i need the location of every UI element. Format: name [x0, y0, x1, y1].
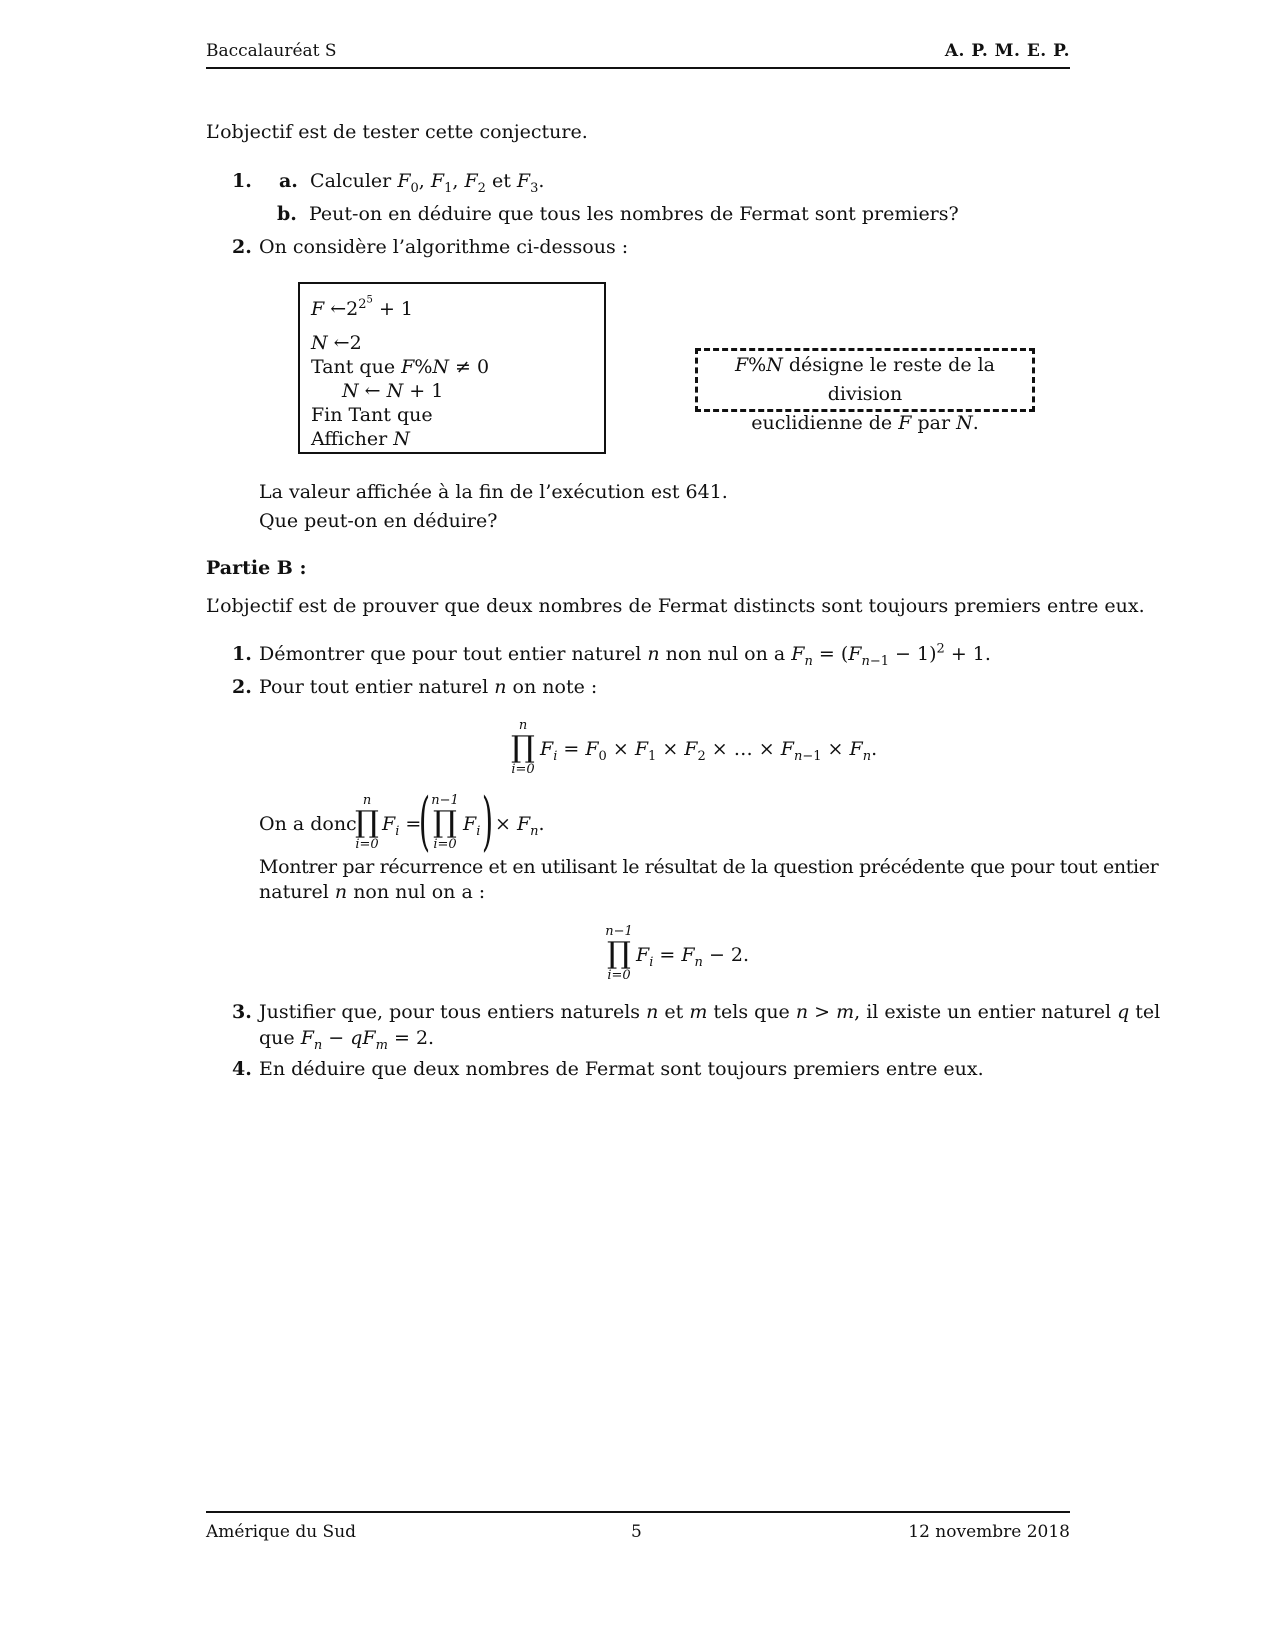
product-symbol-4: n−1 ∏ i=0 — [605, 924, 633, 983]
header-left: Baccalauréat S — [206, 41, 337, 61]
left-paren: ( — [418, 785, 431, 859]
algo-line-6: Afficher N — [311, 428, 410, 450]
montrer-line-1: Montrer par récurrence et en utilisant le résultat de la question précédente que pour tout entier — [259, 856, 1159, 878]
question-2-number: 2. — [232, 236, 252, 258]
result-line-1: La valeur affichée à la fin de l’exécution est 641. — [259, 481, 728, 503]
page-footer — [206, 1511, 1070, 1542]
partB-q3-line-1: Justifier que, pour tous entiers naturels n et m tels que n > m, il existe un entier naturel q tel — [259, 1001, 1161, 1023]
question-1b: b. Peut-on en déduire que tous les nombres de Fermat sont premiers? — [277, 203, 959, 225]
note-line-1: F%N désigne le reste de la division — [734, 354, 996, 405]
page-header — [206, 41, 1070, 69]
partB-title: Partie B : — [206, 557, 307, 579]
product-symbol-2: n ∏ i=0 — [355, 793, 379, 852]
partB-q2-number: 2. — [232, 676, 252, 698]
algo-line-2: N ←2 — [311, 332, 362, 354]
partB-q4-text: En déduire que deux nombres de Fermat sont toujours premiers entre eux. — [259, 1058, 984, 1080]
algo-line-4: N ← N + 1 — [342, 380, 444, 402]
partB-q4-number: 4. — [232, 1058, 252, 1080]
product-3-tail: × $F_n$. — [495, 813, 545, 839]
result-line-2: Que peut-on en déduire? — [259, 510, 498, 532]
algorithm-box — [298, 282, 606, 454]
question-1a: a. Calculer $F_0$, $F_1$, $F_2$ et $F_3$. — [279, 170, 545, 196]
algo-line-5: Fin Tant que — [311, 404, 433, 426]
question-1-number: 1. — [232, 170, 252, 192]
intro-text: L’objectif est de tester cette conjecture. — [206, 121, 588, 143]
question-2-text: On considère l’algorithme ci-dessous : — [259, 236, 629, 258]
note-box — [695, 348, 1035, 434]
partB-intro: L’objectif est de prouver que deux nombres de Fermat distincts sont toujours premiers entre eux. — [206, 595, 1145, 617]
page-number: 5 — [631, 1522, 642, 1542]
algo-line-3: Tant que F%N ≠ 0 — [311, 356, 490, 378]
montrer-line-2: naturel n non nul on a : — [259, 881, 486, 903]
product-symbol-3: n−1 ∏ i=0 — [431, 793, 459, 852]
product-formula-1: $F_i = F_0 \times F_1 \times F_2$ × … × $F_{n-1} \times F_n$. — [540, 738, 878, 764]
note-line-2: euclidienne de F par N. — [751, 412, 979, 434]
product-formula-4: $F_i = F_n - 2$. — [636, 944, 750, 970]
partB-q1-text: Démontrer que pour tout entier naturel n non nul on a $F_n = (F_{n-1} - 1)^2 + 1$. — [259, 641, 991, 669]
algo-line-1: F $\leftarrow 2^{2^5} + 1$ — [311, 294, 413, 320]
footer-right: 12 novembre 2018 — [908, 1522, 1070, 1542]
on-a-donc: On a donc — [259, 813, 357, 835]
partB-q1-number: 1. — [232, 643, 252, 665]
partB-q3-line-2: que $F_n - qF_m = 2$. — [259, 1027, 435, 1053]
product-2-lhs: $F_i$ = — [382, 813, 422, 839]
right-paren: ) — [481, 785, 494, 859]
product-symbol-1: n ∏ i=0 — [511, 718, 535, 777]
product-3-term: $F_i$ — [463, 813, 481, 839]
header-right: A. P. M. E. P. — [944, 41, 1070, 61]
partB-q3-number: 3. — [232, 1001, 252, 1023]
partB-q2-text: Pour tout entier naturel n on note : — [259, 676, 598, 698]
footer-left: Amérique du Sud — [206, 1522, 357, 1542]
